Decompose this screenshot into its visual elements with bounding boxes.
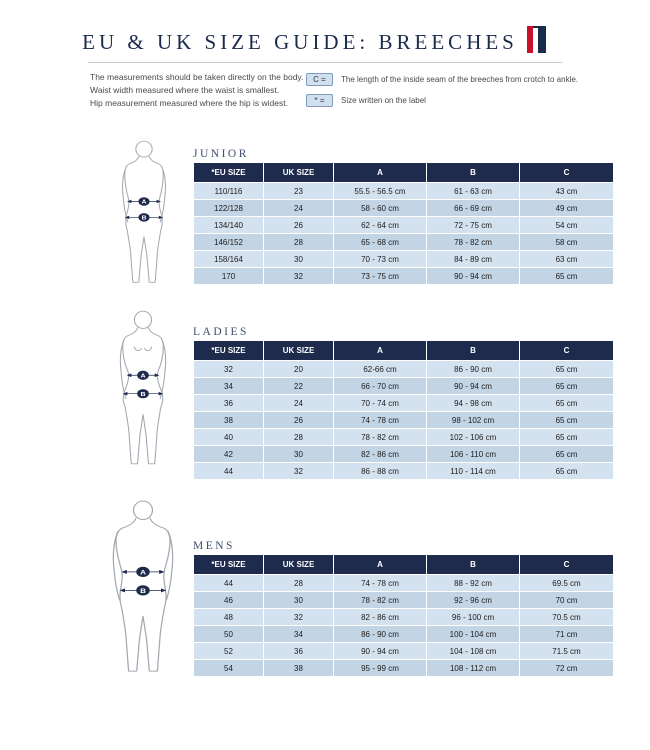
size-cell: 52 <box>194 643 264 660</box>
size-cell: 70.5 cm <box>520 609 614 626</box>
intro-text <box>90 71 305 110</box>
ladies-figure-illustration <box>104 310 182 470</box>
size-cell: 54 <box>194 660 264 677</box>
marker-a-label: A <box>140 568 146 576</box>
table-row <box>194 200 614 217</box>
header-row <box>194 341 614 361</box>
size-table-ladies <box>193 340 614 480</box>
table-row <box>194 361 614 378</box>
size-cell: 158/164 <box>194 251 264 268</box>
size-cell: 28 <box>264 429 334 446</box>
column-header: *EU SIZE <box>194 163 264 183</box>
column-header: A <box>334 341 427 361</box>
size-cell: 34 <box>194 378 264 395</box>
size-cell: 50 <box>194 626 264 643</box>
column-header: UK SIZE <box>264 555 334 575</box>
column-header: C <box>520 163 614 183</box>
size-cell: 58 - 60 cm <box>334 200 427 217</box>
column-header: UK SIZE <box>264 163 334 183</box>
size-cell: 32 <box>194 361 264 378</box>
column-header: A <box>334 163 427 183</box>
size-cell: 24 <box>264 395 334 412</box>
table-row <box>194 592 614 609</box>
column-header: B <box>427 163 520 183</box>
column-header: C <box>520 555 614 575</box>
size-cell: 65 cm <box>520 268 614 285</box>
intro-line-2: Waist width measured where the waist is smallest. <box>90 85 280 95</box>
size-cell: 110/116 <box>194 183 264 200</box>
size-cell: 110 - 114 cm <box>427 463 520 480</box>
table-row <box>194 609 614 626</box>
size-cell: 66 - 69 cm <box>427 200 520 217</box>
table-row <box>194 626 614 643</box>
section-label-ladies: LADIES <box>193 326 249 338</box>
section-label-mens: MENS <box>193 540 235 552</box>
table-row <box>194 183 614 200</box>
legend-symbol-c: C = <box>306 73 333 86</box>
size-cell: 55.5 - 56.5 cm <box>334 183 427 200</box>
intro-line-1: The measurements should be taken directly on the body. <box>90 72 304 82</box>
size-cell: 70 - 74 cm <box>334 395 427 412</box>
size-cell: 72 - 75 cm <box>427 217 520 234</box>
marker-a-label: A <box>140 373 146 380</box>
size-cell: 82 - 86 cm <box>334 446 427 463</box>
size-cell: 72 cm <box>520 660 614 677</box>
size-cell: 78 - 82 cm <box>427 234 520 251</box>
size-cell: 65 - 68 cm <box>334 234 427 251</box>
size-cell: 95 - 99 cm <box>334 660 427 677</box>
column-header: A <box>334 555 427 575</box>
logo-stripe-navy <box>538 26 546 53</box>
table-row <box>194 643 614 660</box>
table-row <box>194 217 614 234</box>
size-cell: 90 - 94 cm <box>427 268 520 285</box>
legend-symbol-asterisk: * = <box>306 94 333 107</box>
size-cell: 44 <box>194 463 264 480</box>
size-cell: 40 <box>194 429 264 446</box>
size-cell: 90 - 94 cm <box>334 643 427 660</box>
table-row <box>194 660 614 677</box>
section-label-junior: JUNIOR <box>193 148 249 160</box>
table-row <box>194 463 614 480</box>
size-cell: 71 cm <box>520 626 614 643</box>
size-cell: 28 <box>264 575 334 592</box>
size-cell: 98 - 102 cm <box>427 412 520 429</box>
marker-b-label: B <box>140 391 146 398</box>
size-cell: 30 <box>264 592 334 609</box>
size-table-mens <box>193 554 614 677</box>
ladies-body-icon <box>104 310 182 470</box>
size-cell: 48 <box>194 609 264 626</box>
size-cell: 100 - 104 cm <box>427 626 520 643</box>
size-cell: 46 <box>194 592 264 609</box>
table-row <box>194 395 614 412</box>
column-header: UK SIZE <box>264 341 334 361</box>
size-cell: 78 - 82 cm <box>334 429 427 446</box>
mens-figure-illustration <box>98 500 188 678</box>
size-cell: 65 cm <box>520 361 614 378</box>
size-cell: 22 <box>264 378 334 395</box>
page-title: EU & UK SIZE GUIDE: BREECHES <box>82 30 518 54</box>
size-cell: 84 - 89 cm <box>427 251 520 268</box>
header-row <box>194 555 614 575</box>
legend-item-c <box>306 73 606 86</box>
size-cell: 44 <box>194 575 264 592</box>
size-cell: 28 <box>264 234 334 251</box>
size-cell: 90 - 94 cm <box>427 378 520 395</box>
marker-b-label: B <box>140 586 146 595</box>
table-row <box>194 251 614 268</box>
size-cell: 26 <box>264 217 334 234</box>
junior-body-icon <box>107 140 181 288</box>
table-row <box>194 268 614 285</box>
size-cell: 74 - 78 cm <box>334 575 427 592</box>
size-cell: 49 cm <box>520 200 614 217</box>
size-cell: 82 - 86 cm <box>334 609 427 626</box>
size-cell: 65 cm <box>520 412 614 429</box>
size-cell: 73 - 75 cm <box>334 268 427 285</box>
size-cell: 65 cm <box>520 429 614 446</box>
marker-b-label: B <box>141 215 147 222</box>
size-cell: 34 <box>264 626 334 643</box>
legend-item-asterisk <box>306 94 606 107</box>
column-header: C <box>520 341 614 361</box>
size-cell: 65 cm <box>520 395 614 412</box>
column-header: *EU SIZE <box>194 341 264 361</box>
size-cell: 43 cm <box>520 183 614 200</box>
size-cell: 23 <box>264 183 334 200</box>
size-cell: 38 <box>264 660 334 677</box>
table-row <box>194 429 614 446</box>
size-cell: 104 - 108 cm <box>427 643 520 660</box>
intro-line-3: Hip measurement measured where the hip is widest. <box>90 98 288 108</box>
size-cell: 108 - 112 cm <box>427 660 520 677</box>
size-cell: 66 - 70 cm <box>334 378 427 395</box>
table-row <box>194 378 614 395</box>
size-cell: 92 - 96 cm <box>427 592 520 609</box>
size-cell: 86 - 90 cm <box>334 626 427 643</box>
table-row <box>194 575 614 592</box>
header-row <box>194 163 614 183</box>
size-cell: 86 - 88 cm <box>334 463 427 480</box>
size-cell: 70 cm <box>520 592 614 609</box>
table-row <box>194 412 614 429</box>
column-header: B <box>427 555 520 575</box>
size-cell: 30 <box>264 446 334 463</box>
size-cell: 62 - 64 cm <box>334 217 427 234</box>
table-row <box>194 234 614 251</box>
size-cell: 71.5 cm <box>520 643 614 660</box>
size-cell: 74 - 78 cm <box>334 412 427 429</box>
size-cell: 65 cm <box>520 378 614 395</box>
size-cell: 65 cm <box>520 446 614 463</box>
size-cell: 170 <box>194 268 264 285</box>
table-row <box>194 446 614 463</box>
size-cell: 94 - 98 cm <box>427 395 520 412</box>
size-cell: 61 - 63 cm <box>427 183 520 200</box>
size-cell: 38 <box>194 412 264 429</box>
size-cell: 24 <box>264 200 334 217</box>
column-header: *EU SIZE <box>194 555 264 575</box>
size-cell: 32 <box>264 463 334 480</box>
size-cell: 54 cm <box>520 217 614 234</box>
size-table-junior <box>193 162 614 285</box>
marker-a-label: A <box>141 200 147 206</box>
junior-figure-illustration <box>107 140 181 288</box>
size-cell: 62-66 cm <box>334 361 427 378</box>
size-cell: 42 <box>194 446 264 463</box>
size-cell: 96 - 100 cm <box>427 609 520 626</box>
size-cell: 69.5 cm <box>520 575 614 592</box>
size-cell: 36 <box>194 395 264 412</box>
size-cell: 65 cm <box>520 463 614 480</box>
size-cell: 102 - 106 cm <box>427 429 520 446</box>
size-cell: 58 cm <box>520 234 614 251</box>
header-divider <box>88 62 562 63</box>
size-cell: 86 - 90 cm <box>427 361 520 378</box>
size-cell: 78 - 82 cm <box>334 592 427 609</box>
mens-body-icon <box>98 500 188 678</box>
legend-text-asterisk: Size written on the label <box>341 96 426 105</box>
size-cell: 63 cm <box>520 251 614 268</box>
size-cell: 134/140 <box>194 217 264 234</box>
size-cell: 88 - 92 cm <box>427 575 520 592</box>
size-cell: 20 <box>264 361 334 378</box>
size-cell: 26 <box>264 412 334 429</box>
size-cell: 32 <box>264 268 334 285</box>
size-cell: 106 - 110 cm <box>427 446 520 463</box>
size-cell: 70 - 73 cm <box>334 251 427 268</box>
size-cell: 36 <box>264 643 334 660</box>
legend-text-c: The length of the inside seam of the breeches from crotch to ankle. <box>341 75 579 84</box>
column-header: B <box>427 341 520 361</box>
size-cell: 122/128 <box>194 200 264 217</box>
size-cell: 32 <box>264 609 334 626</box>
size-cell: 146/152 <box>194 234 264 251</box>
size-cell: 30 <box>264 251 334 268</box>
